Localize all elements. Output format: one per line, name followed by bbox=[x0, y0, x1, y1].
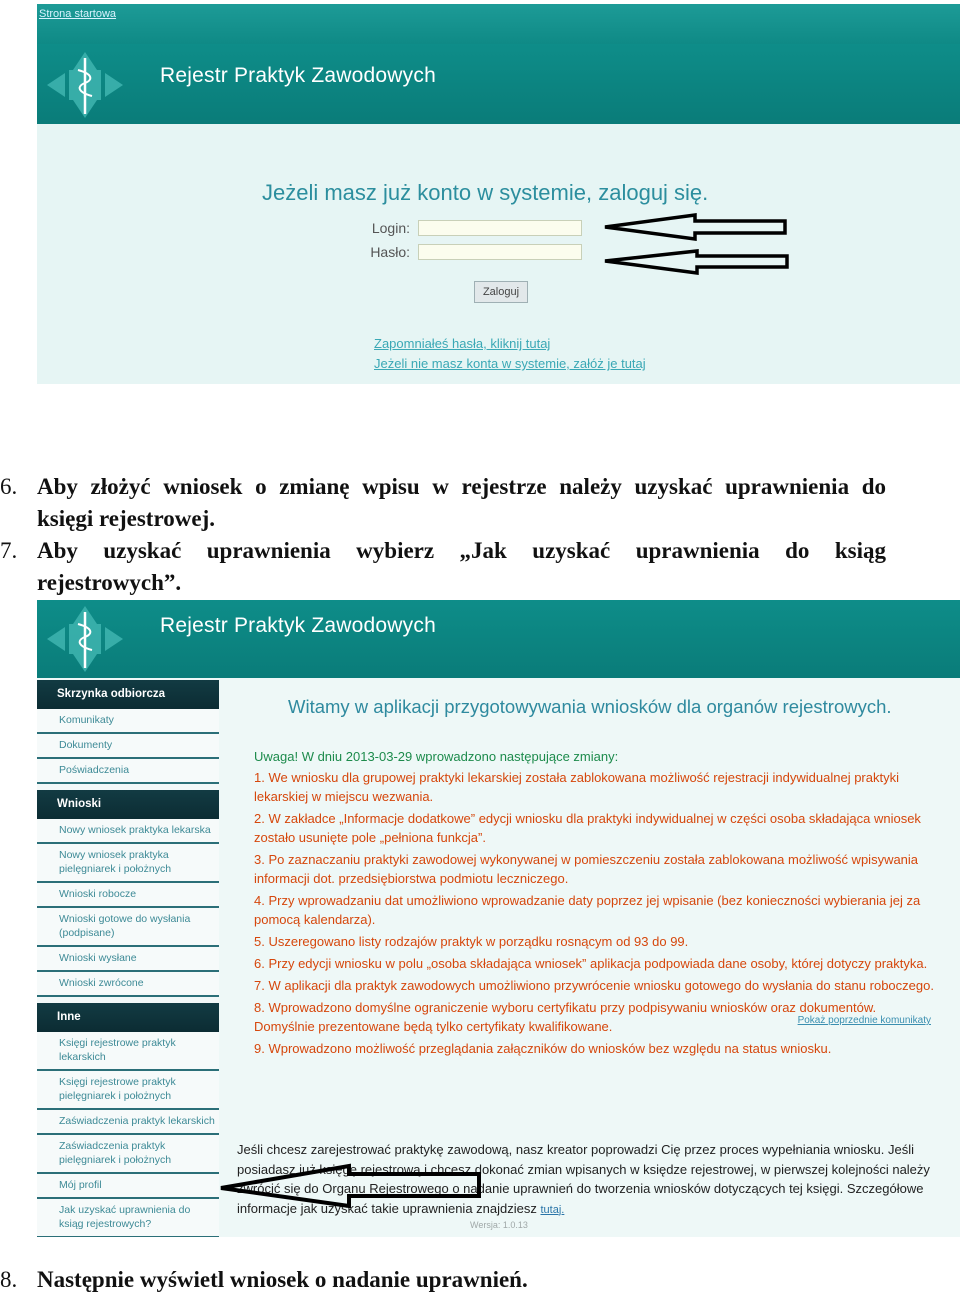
sidebar-item-documents[interactable]: Dokumenty bbox=[37, 734, 219, 759]
password-input[interactable] bbox=[418, 244, 582, 260]
news-item: 2. W zakładce „Informacje dodatkowe” edycji wniosku dla praktyki indywidualnej w części osoba składająca wniosek zostało usunięte pole „pełniona funkcja”. bbox=[254, 811, 921, 845]
register-link[interactable]: Jeżeli nie masz konta w systemie, załóż je tutaj bbox=[374, 356, 646, 371]
sidebar-section-applications: Wnioski bbox=[37, 790, 219, 819]
news-item: 8. Wprowadzono domyślne ograniczenie wyboru certyfikatu przy podpisywaniu wniosków oraz dokumentów. Domyślnie prezentowane będą tylko certyfikaty kwalifikowane. bbox=[254, 1000, 877, 1034]
login-label: Login: bbox=[371, 220, 410, 236]
sidebar-section-other: Inne bbox=[37, 1003, 219, 1032]
sidebar-item-returned[interactable]: Wnioski zwrócone bbox=[37, 972, 219, 997]
sidebar-item-sent[interactable]: Wnioski wysłane bbox=[37, 947, 219, 972]
app-header bbox=[37, 600, 960, 678]
news-list bbox=[254, 747, 934, 1061]
login-screenshot bbox=[37, 4, 960, 384]
caduceus-logo-icon bbox=[45, 50, 125, 120]
sidebar-item-certs-nursing[interactable]: Zaświadczenia praktyk pielęgniarek i położnych bbox=[37, 1135, 219, 1174]
news-item: 4. Przy wprowadzaniu dat umożliwiono wprowadzanie daty poprzez jej wpisanie (bez konieczności wybierania jej za pomocą kalendarza). bbox=[254, 893, 921, 927]
instruction-text: Następnie wyświetl wniosek o nadanie uprawnień. bbox=[37, 1267, 528, 1292]
arrow-password-icon bbox=[603, 247, 795, 277]
app-header bbox=[37, 44, 960, 124]
sidebar-item-new-nursing[interactable]: Nowy wniosek praktyka pielęgniarek i położnych bbox=[37, 844, 219, 883]
sidebar-item-ready[interactable]: Wnioski gotowe do wysłania (podpisane) bbox=[37, 908, 219, 947]
version-label: Wersja: 1.0.13 bbox=[470, 1220, 528, 1230]
news-header: Uwaga! W dniu 2013-03-29 wprowadzono następujące zmiany: bbox=[254, 749, 619, 764]
welcome-heading: Witamy w aplikacji przygotowywania wniosków dla organów rejestrowych. bbox=[288, 696, 892, 717]
instruction-text: księgi rejestrowej. bbox=[37, 506, 215, 531]
sidebar-item-new-medical[interactable]: Nowy wniosek praktyka lekarska bbox=[37, 819, 219, 844]
app-title: Rejestr Praktyk Zawodowych bbox=[160, 64, 436, 87]
instruction-number: 7. bbox=[0, 538, 18, 563]
password-label: Hasło: bbox=[370, 244, 410, 260]
news-item: 1. We wniosku dla grupowej praktyki lekarskiej została zablokowana możliwość rejestracji indywidualnej praktyki lekarskiej w miejscu wezwania. bbox=[254, 770, 899, 804]
arrow-permissions-icon bbox=[217, 1162, 487, 1208]
instruction-text: Aby uzyskać uprawnienia wybierz „Jak uzyskać uprawnienia do ksiąg bbox=[37, 538, 886, 563]
news-item: 5. Uszeregowano listy rodzajów praktyk w porządku rosnącym od 93 do 99. bbox=[254, 934, 689, 949]
news-item: 7. W aplikacji dla praktyk zawodowych umożliwiono przywrócenie wniosku gotowego do wysłania do stanu roboczego. bbox=[254, 978, 934, 993]
sidebar-item-my-profile[interactable]: Mój profil bbox=[37, 1174, 219, 1199]
previous-messages-link[interactable]: Pokaż poprzednie komunikaty bbox=[797, 1015, 931, 1026]
news-item: 3. Po zaznaczaniu praktyki zawodowej wykonywanej w pomieszczeniu została zablokowana możliwość wpisywania informacji dot. przedsiębiorstwa podmiotu leczniczego. bbox=[254, 852, 919, 886]
sidebar-item-drafts[interactable]: Wnioski robocze bbox=[37, 883, 219, 908]
top-bar bbox=[37, 4, 960, 44]
sidebar-item-certificates[interactable]: Poświadczenia bbox=[37, 759, 219, 784]
info-text: Jeśli chcesz zarejestrować praktykę zawodową, nasz kreator poprowadzi Cię przez proces wypełniania wniosku. Jeśli posiadasz już księgę rejestrową i chcesz dokonać zmian wpisanych w księdze rejestrowej, w pierwszej kolejności należy zwrócić się do Organu Rejestrowego o nadanie uprawnień do tworzenia wniosków dotyczących tej księgi. Szczegółowe informacje jak uzyskać takie uprawnienia znajdziesz bbox=[237, 1142, 930, 1216]
news-item: 9. Wprowadzono możliwość przeglądania załączników do wniosków bez względu na status wniosku. bbox=[254, 1041, 832, 1056]
instruction-number: 8. bbox=[0, 1267, 18, 1292]
sidebar bbox=[37, 680, 219, 1237]
instruction-8 bbox=[0, 1264, 886, 1295]
login-button[interactable]: Zaloguj bbox=[474, 281, 528, 303]
sidebar-item-messages[interactable]: Komunikaty bbox=[37, 709, 219, 734]
app-screenshot bbox=[37, 600, 960, 1237]
sidebar-item-how-to-get-permissions[interactable]: Jak uzyskać uprawnienia do ksiąg rejestrowych? bbox=[37, 1199, 219, 1237]
instruction-6 bbox=[0, 471, 886, 535]
instruction-number: 6. bbox=[0, 474, 18, 499]
instruction-text: Aby złożyć wniosek o zmianę wpisu w rejestrze należy uzyskać uprawnienia do bbox=[37, 474, 886, 499]
caduceus-logo-icon bbox=[45, 604, 125, 674]
login-input[interactable] bbox=[418, 220, 582, 236]
instruction-text: rejestrowych”. bbox=[37, 570, 182, 595]
app-title: Rejestr Praktyk Zawodowych bbox=[160, 614, 436, 637]
sidebar-item-certs-medical[interactable]: Zaświadczenia praktyk lekarskich bbox=[37, 1110, 219, 1135]
forgot-password-link[interactable]: Zapomniałeś hasła, kliknij tutaj bbox=[374, 336, 551, 351]
instruction-7 bbox=[0, 535, 886, 599]
sidebar-item-books-nursing[interactable]: Księgi rejestrowe praktyk pielęgniarek i położnych bbox=[37, 1071, 219, 1110]
info-link[interactable]: tutaj. bbox=[540, 1203, 565, 1216]
news-item: 6. Przy edycji wniosku w polu „osoba składająca wniosek” aplikacja podpowiada dane osoby, której dotyczy praktyka. bbox=[254, 956, 928, 971]
sidebar-item-books-medical[interactable]: Księgi rejestrowe praktyk lekarskich bbox=[37, 1032, 219, 1071]
arrow-login-icon bbox=[603, 213, 793, 243]
home-link[interactable]: Strona startowa bbox=[39, 8, 117, 20]
login-heading: Jeżeli masz już konto w systemie, zaloguj się. bbox=[262, 180, 709, 205]
sidebar-section-inbox: Skrzynka odbiorcza bbox=[37, 680, 219, 709]
